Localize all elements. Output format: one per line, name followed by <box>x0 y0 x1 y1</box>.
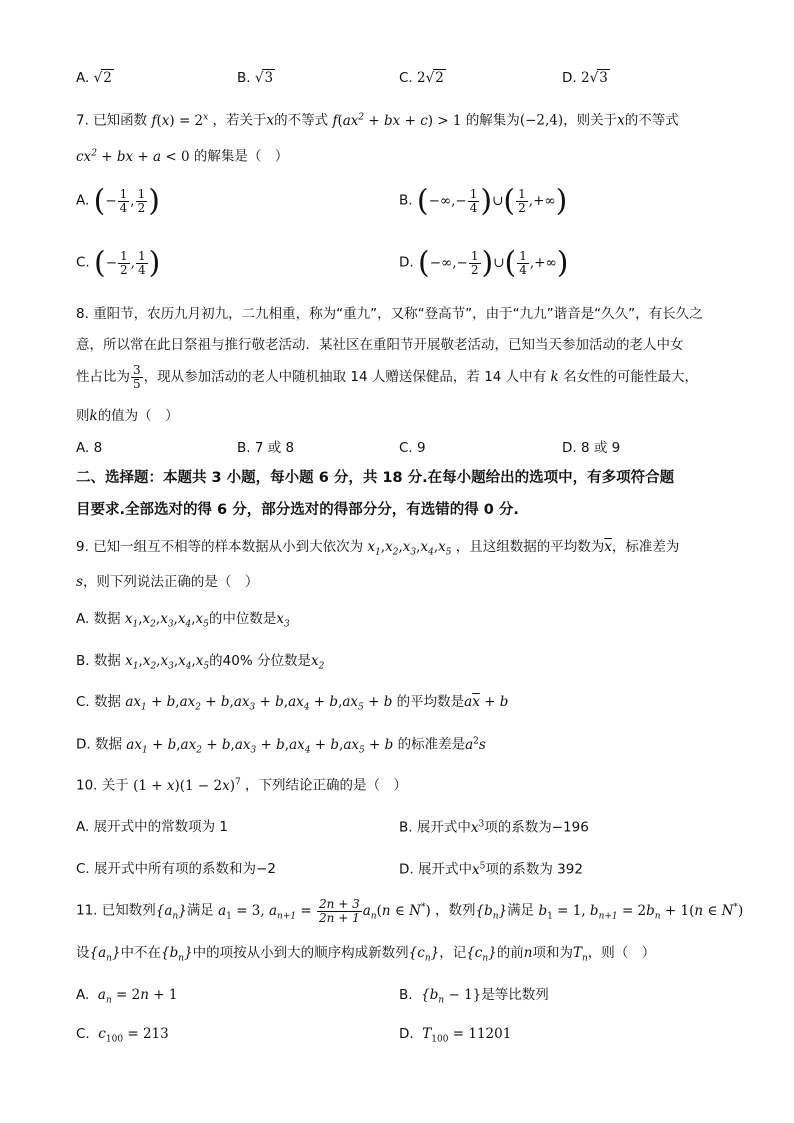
sqrt-expression: 2√2 <box>417 70 444 86</box>
q10-option-d[interactable]: D. 展开式中$x^5$项的系数为 392 <box>399 861 583 878</box>
q7-stem-line2: $cx^2$ + bx + a < 0 的解集是（ ） <box>76 148 289 165</box>
q9-option-b[interactable]: B. 数据 $x_1,x_2,x_3,x_4,x_5$的40% 分位数是$x_2$ <box>76 653 325 672</box>
q6-option-c[interactable] <box>399 70 446 86</box>
sqrt-expression: √3 <box>254 70 274 86</box>
q9-stem-line1: 9. 已知一组互不相等的样本数据从小到大依次为 $x_1,x_2,x_3,x_4,x_5$ ，且这组数据的平均数为$\overline{x}$，标准差为 <box>76 539 680 558</box>
q11-option-a[interactable]: A. $a_n = 2n + 1$ <box>76 987 178 1006</box>
q9-option-a[interactable]: A. 数据 $x_1,x_2,x_3,x_4,x_5$的中位数是$x_3$ <box>76 611 290 630</box>
sample-list: $x_1,x_2,x_3,x_4,x_5$ <box>367 539 452 558</box>
option-label: A. <box>76 70 90 86</box>
q11-stem-line1: 11. 已知数列$\{a_n\}$满足 $a_1 = 3$, $a_{n+1}$ = $\frac{2n + 3}{2n + 1}$ $a_n(n$ ∈ N*) ，数列$\{b_n\}$满足 $b_1 = 1$, $b_{n+1} = 2b_n + 1(n$ ∈ N*) <box>76 897 744 925</box>
q10-option-b[interactable]: B. 展开式中$x^3$项的系数为−196 <box>399 819 589 836</box>
q6-option-d[interactable] <box>562 70 610 86</box>
q8-stem-line2: 意，所以常在此日祭祖与推行敬老活动．某社区在重阳节开展敬老活动，已知当天参加活动的老人中女 <box>76 337 684 353</box>
q8-stem-line4: 则k的值为（ ） <box>76 408 179 424</box>
interval-expression: (− $\frac{1}{4}$ , $\frac{1}{2}$ ) <box>93 183 160 218</box>
interval-expression: (−∞,− $\frac{1}{4}$ )∪( $\frac{1}{2}$ ,+∞) <box>416 183 568 218</box>
q7-option-a[interactable]: A. (− $\frac{1}{4}$ , $\frac{1}{2}$ ) <box>76 183 160 218</box>
q7-option-b[interactable]: B. (−∞,− $\frac{1}{4}$ )∪( $\frac{1}{2}$ ,+∞) <box>399 183 568 218</box>
q7-stem-line1: 7. 已知函数 $f(x) = 2^x$ ，若关于x的不等式 $f(ax^2$ + bx + c) > 1 的解集为(−2,4)，则关于x的不等式 <box>76 112 679 129</box>
q8-option-c[interactable]: C. 9 <box>399 440 426 456</box>
q11-stem-line2: 设$\{a_n\}$中不在$\{b_n\}$中的项按从小到大的顺序构成新数列$\{c_n\}$，记$\{c_n\}$的前n项和为$T_n$，则（ ） <box>76 945 656 964</box>
q8-option-a[interactable]: A. 8 <box>76 440 103 456</box>
question-number: 9. <box>76 539 89 555</box>
q8-option-d[interactable]: D. 8 或 9 <box>562 440 621 456</box>
question-number: 11. <box>76 902 98 919</box>
q10-option-a[interactable]: A. 展开式中的常数项为 1 <box>76 819 228 835</box>
q10-option-c[interactable]: C. 展开式中所有项的系数和为−2 <box>76 861 276 877</box>
recurrence-b: $b_1 = 1$, $b_{n+1} = 2b_n + 1(n$ ∈ N*) <box>538 902 744 922</box>
sqrt-expression: √2 <box>93 70 112 86</box>
q7-option-c[interactable]: C. (− $\frac{1}{2}$ , $\frac{1}{4}$ ) <box>76 245 161 280</box>
q6-option-a[interactable] <box>76 70 114 86</box>
q6-option-b[interactable] <box>237 70 275 86</box>
binomial-expression: $(1 + x)(1 - 2x)^7$ <box>133 777 241 794</box>
q8-option-b[interactable]: B. 7 或 8 <box>237 440 295 456</box>
recurrence-a: $a_1 = 3$, $a_{n+1}$ = $\frac{2n + 3}{2n + 1}$ $a_n(n$ ∈ N*) <box>218 897 431 925</box>
interval-expression: (−∞,− $\frac{1}{2}$ )∪( $\frac{1}{4}$ ,+∞) <box>417 245 569 280</box>
q11-option-b[interactable]: B. $\{b_n - 1\}$是等比数列 <box>399 987 549 1006</box>
sqrt-expression: 2√3 <box>580 70 608 86</box>
q9-option-c[interactable]: C. 数据 $ax_1 + b,ax_2 + b,ax_3 + b,ax_4 + b,ax_5 + b$ 的平均数是$a\overline{x} + b$ <box>76 694 509 713</box>
section-heading-line2: 目要求.全部选对的得 6 分，部分选对的得部分分，有选错的得 0 分. <box>76 502 519 518</box>
q8-stem-line3: 性占比为 $\frac{3}{5}$ ，现从参加活动的老人中随机抽取 14 人赠送保健品，若 14 人中有 k 名女性的可能性最大， <box>76 363 698 391</box>
q8-stem-line1: 8. 重阳节，农历九月初九，二九相重，称为“重九”，又称“登高节”，由于“九九”谐音是“久久”，有长久之 <box>76 306 703 322</box>
interval-expression: (− $\frac{1}{2}$ , $\frac{1}{4}$ ) <box>94 245 161 280</box>
fraction: $\frac{3}{5}$ <box>133 363 141 391</box>
option-label: B. <box>237 70 251 86</box>
q9-stem-line2: s，则下列说法正确的是（ ） <box>76 574 259 590</box>
function-expression: $f(x) = 2^x$ <box>151 112 209 129</box>
option-label: D. <box>562 70 577 86</box>
q11-option-d[interactable]: D. $T_{100} = 11201$ <box>399 1026 512 1045</box>
question-number: 7. <box>76 112 89 129</box>
q7-option-d[interactable]: D. (−∞,− $\frac{1}{2}$ )∪( $\frac{1}{4}$ ,+∞) <box>399 245 569 280</box>
question-number: 8. <box>76 306 89 322</box>
q10-stem: 10. 关于 $(1 + x)(1 - 2x)^7$ ，下列结论正确的是（ ） <box>76 777 407 794</box>
option-label: C. <box>399 70 413 86</box>
question-number: 10. <box>76 777 98 794</box>
section-heading-line1: 二、选择题：本题共 3 小题，每小题 6 分，共 18 分.在每小题给出的选项中，有多项符合题 <box>76 470 675 486</box>
inequality-expression: $f(ax^2$ + bx + c) > 1 <box>332 112 462 129</box>
q11-option-c[interactable]: C. $c_{100} = 213$ <box>76 1026 169 1045</box>
q9-option-d[interactable]: D. 数据 $ax_1 + b,ax_2 + b,ax_3 + b,ax_4 + b,ax_5 + b$ 的标准差是$a^2s$ <box>76 736 486 756</box>
inequality-expression: $cx^2$ + bx + a < 0 <box>76 148 190 165</box>
